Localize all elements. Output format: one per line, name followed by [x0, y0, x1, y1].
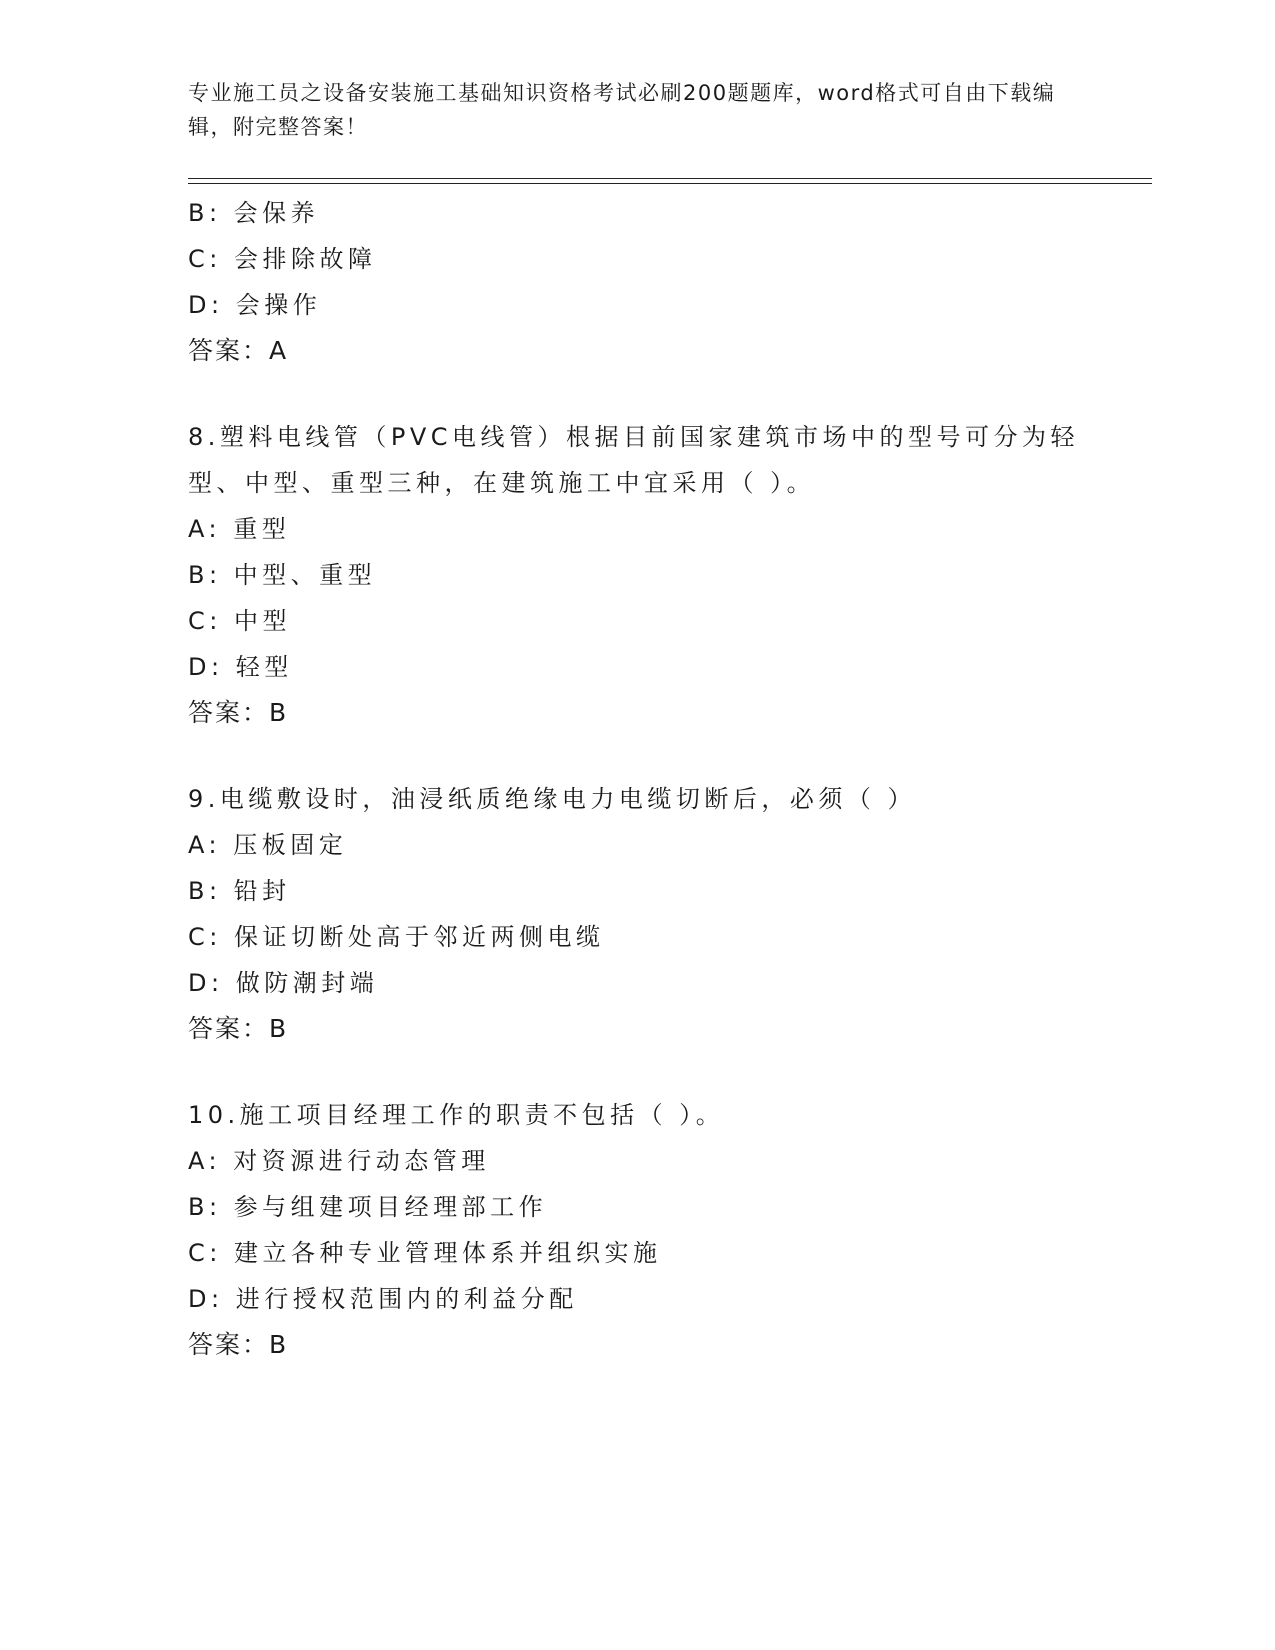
answer-text: 答案：B [188, 698, 289, 727]
option-b: B: 会保养 [188, 199, 320, 227]
document-header: 专业施工员之设备安装施工基础知识资格考试必刷200题题库，word格式可自由下载编辑，附完整答案！ [188, 81, 1056, 139]
option-c: C: 中型 [188, 607, 291, 635]
question-block-9 [188, 776, 1152, 1052]
header-divider-bottom [188, 183, 1152, 184]
option-c: C: 建立各种专业管理体系并组织实施 [188, 1239, 662, 1267]
question-text-line: 9.电缆敷设时，油浸纸质绝缘电力电缆切断后，必须（ ） [188, 785, 917, 813]
question-block-7 [188, 190, 1152, 374]
question-text-line: 型、中型、重型三种，在建筑施工中宜采用（ ）。 [188, 469, 816, 497]
question-text-line: 10.施工项目经理工作的职责不包括（ ）。 [188, 1101, 725, 1129]
option-b: B: 中型、重型 [188, 561, 377, 589]
option-d: D: 进行授权范围内的利益分配 [188, 1285, 578, 1313]
question-block-8 [188, 414, 1152, 736]
option-c: C: 保证切断处高于邻近两侧电缆 [188, 923, 605, 951]
header-divider-top [188, 178, 1152, 179]
question-list [188, 190, 1152, 1368]
option-d: D: 做防潮封端 [188, 969, 379, 997]
option-a: A: 压板固定 [188, 831, 348, 859]
answer-text: 答案：A [188, 336, 289, 365]
option-d: D: 会操作 [188, 291, 322, 319]
option-a: A: 重型 [188, 515, 291, 543]
option-a: A: 对资源进行动态管理 [188, 1147, 490, 1175]
option-c: C: 会排除故障 [188, 245, 377, 273]
question-block-10 [188, 1092, 1152, 1368]
answer-text: 答案：B [188, 1330, 289, 1359]
option-b: B: 铅封 [188, 877, 291, 905]
option-d: D: 轻型 [188, 653, 293, 681]
option-b: B: 参与组建项目经理部工作 [188, 1193, 548, 1221]
question-text-line: 8.塑料电线管（PVC电线管）根据目前国家建筑市场中的型号可分为轻 [188, 423, 1080, 451]
answer-text: 答案：B [188, 1014, 289, 1043]
